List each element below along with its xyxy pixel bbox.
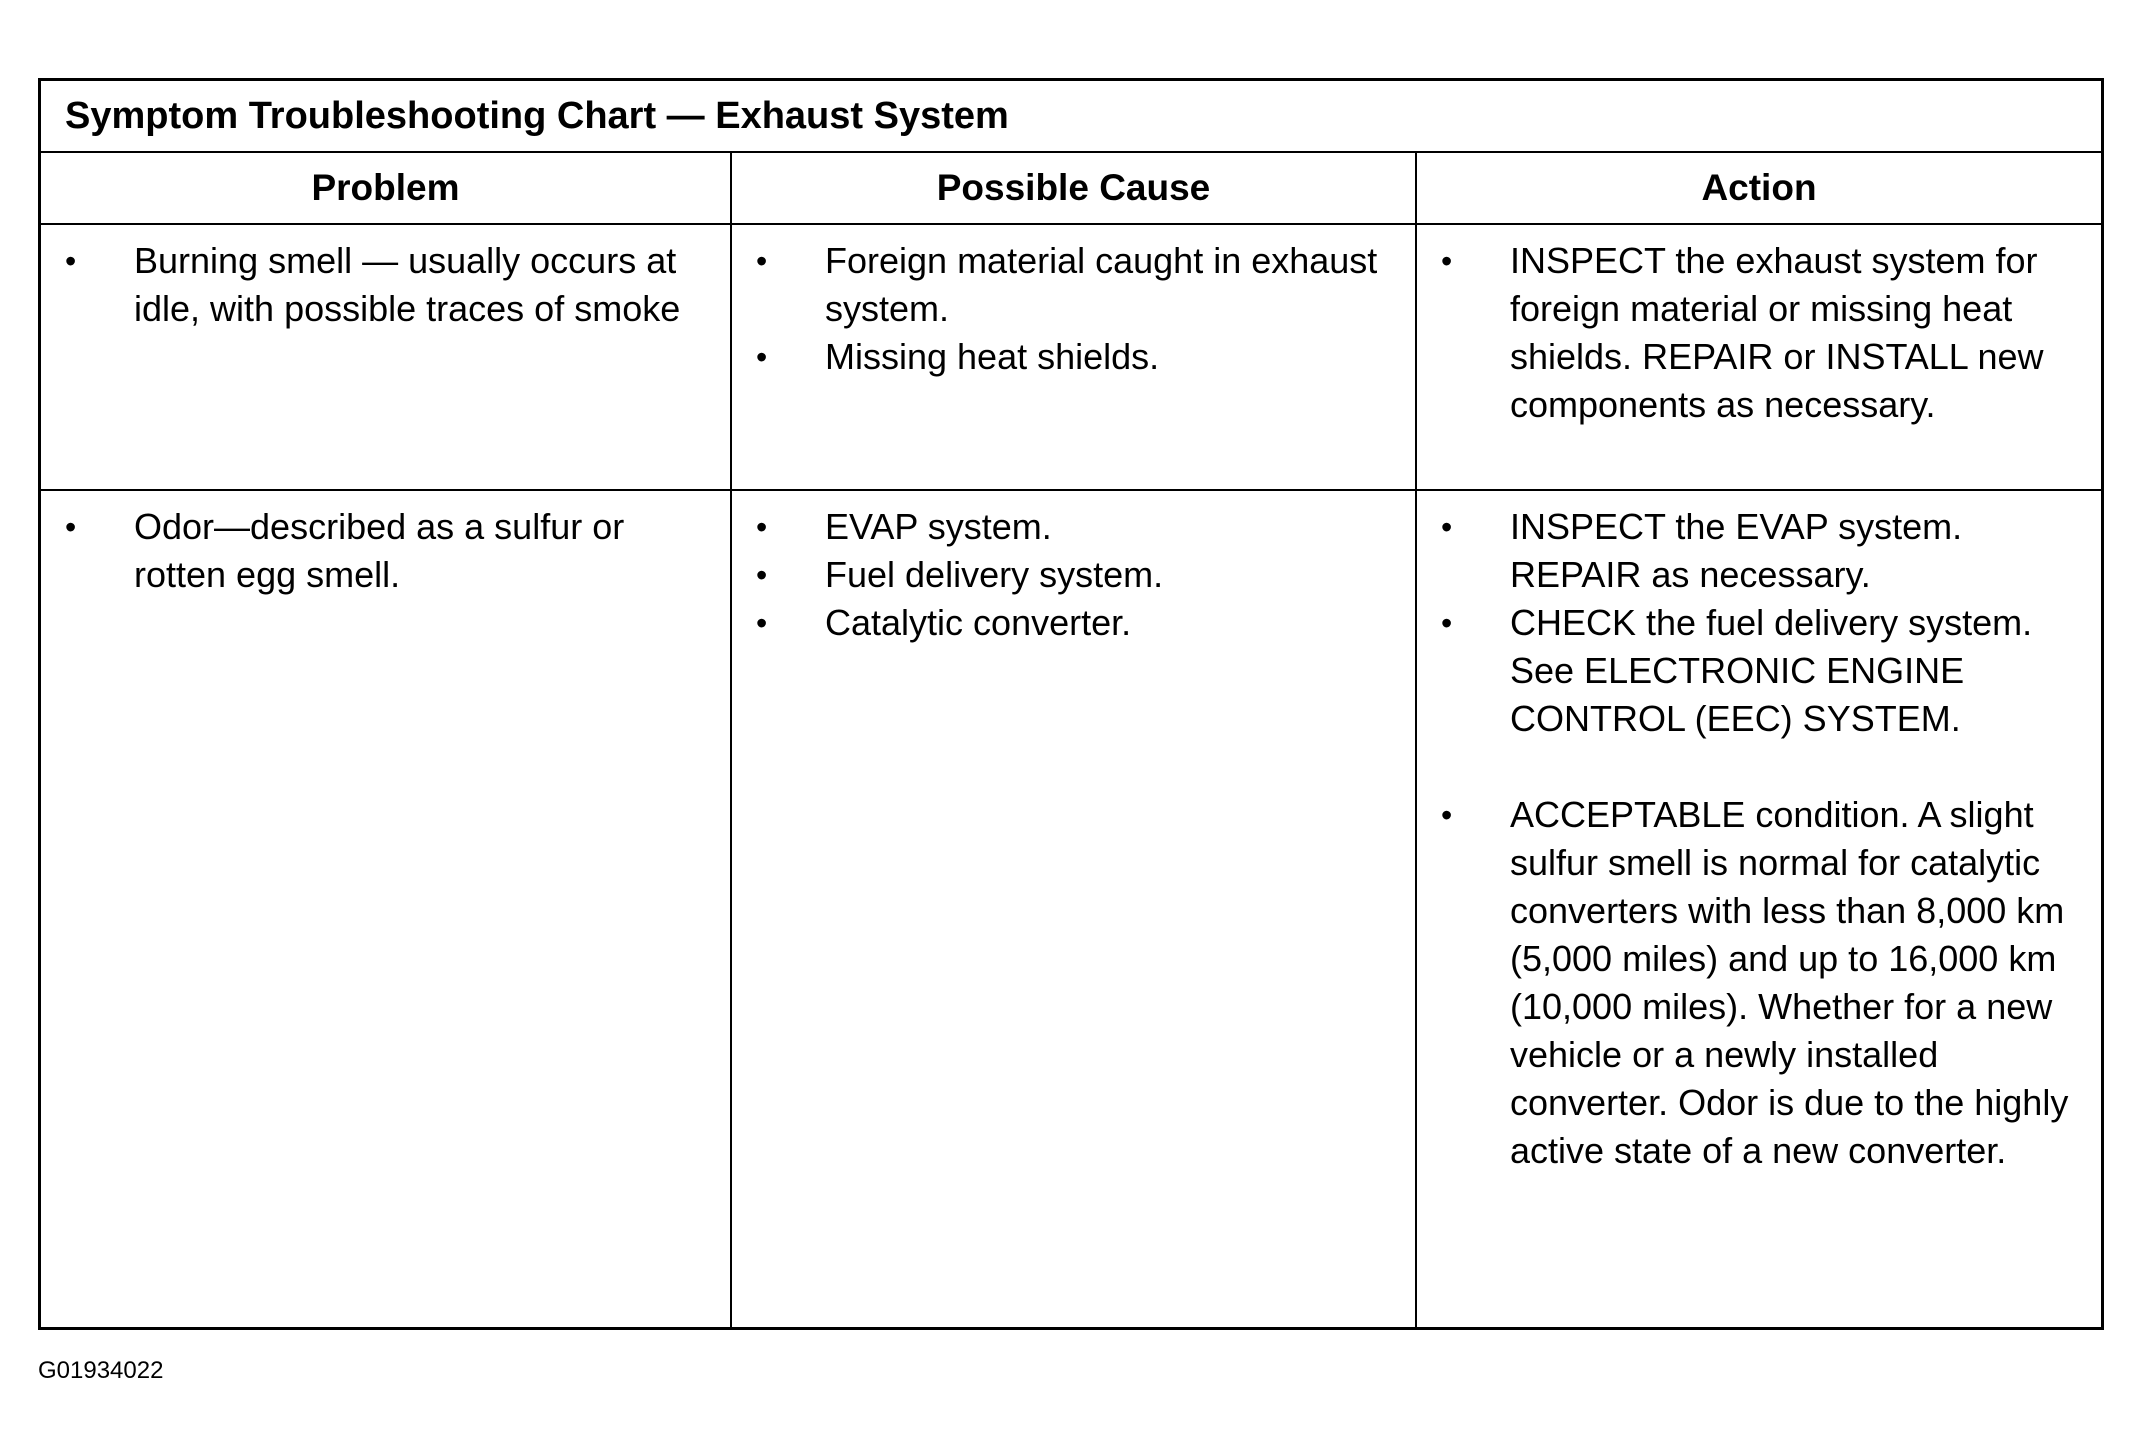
bullet-icon: • xyxy=(1441,243,1453,279)
list-item xyxy=(1417,503,2101,599)
action-text: ACCEPTABLE condition. A slight sulfur smell is normal for catalytic converters with less than 8,000 km (5,000 miles) and up to 16,000 km (10,000 miles). Whether for a new vehicle or a newly installed converter. Odor is due to the highly active state of a new converter. xyxy=(1510,794,2069,1171)
troubleshooting-chart xyxy=(38,78,2104,1330)
problem-text: Burning smell — usually occurs at idle, with possible traces of smoke xyxy=(134,240,681,329)
action-cell xyxy=(1415,491,2101,1327)
bullet-icon: • xyxy=(756,509,768,545)
bullet-icon: • xyxy=(756,605,768,641)
list-item xyxy=(1417,237,2101,429)
list-item xyxy=(732,333,1415,381)
header-row xyxy=(41,153,2101,225)
table-row xyxy=(41,491,2101,1327)
table-row xyxy=(41,225,2101,491)
header-problem: Problem xyxy=(311,167,460,208)
cause-text: Foreign material caught in exhaust system. xyxy=(825,240,1378,329)
list-item xyxy=(732,503,1415,551)
cause-cell xyxy=(730,491,1415,1327)
list-item xyxy=(41,237,730,333)
list-item xyxy=(732,237,1415,333)
cause-text: Catalytic converter. xyxy=(825,602,1132,643)
bullet-icon: • xyxy=(1441,605,1453,641)
action-text: INSPECT the EVAP system. REPAIR as necessary. xyxy=(1510,506,1963,595)
bullet-icon: • xyxy=(756,339,768,375)
cause-text: Missing heat shields. xyxy=(825,336,1160,377)
bullet-icon: • xyxy=(756,557,768,593)
list-item xyxy=(41,503,730,599)
list-item xyxy=(1417,599,2101,743)
bullet-icon: • xyxy=(65,509,77,545)
action-text: INSPECT the exhaust system for foreign material or missing heat shields. REPAIR or INSTALL new components as necessary. xyxy=(1510,240,2044,425)
problem-cell xyxy=(41,225,730,489)
header-possible-cause: Possible Cause xyxy=(730,153,1415,223)
list-item xyxy=(732,551,1415,599)
problem-text: Odor—described as a sulfur or rotten egg smell. xyxy=(134,506,625,595)
bullet-icon: • xyxy=(1441,797,1453,833)
list-item xyxy=(1417,791,2101,1175)
bullet-icon: • xyxy=(1441,509,1453,545)
action-cell xyxy=(1415,225,2101,489)
list-item xyxy=(732,599,1415,647)
header-action: Action xyxy=(1415,153,2101,223)
problem-cell xyxy=(41,491,730,1327)
cause-cell xyxy=(730,225,1415,489)
chart-title: Symptom Troubleshooting Chart — Exhaust System xyxy=(41,81,2101,153)
bullet-icon: • xyxy=(756,243,768,279)
bullet-icon: • xyxy=(65,243,77,279)
action-text: CHECK the fuel delivery system. See ELECTRONIC ENGINE CONTROL (EEC) SYSTEM. xyxy=(1510,602,2033,739)
figure-code: G01934022 xyxy=(38,1357,164,1384)
cause-text: Fuel delivery system. xyxy=(825,554,1164,595)
cause-text: EVAP system. xyxy=(825,506,1052,547)
